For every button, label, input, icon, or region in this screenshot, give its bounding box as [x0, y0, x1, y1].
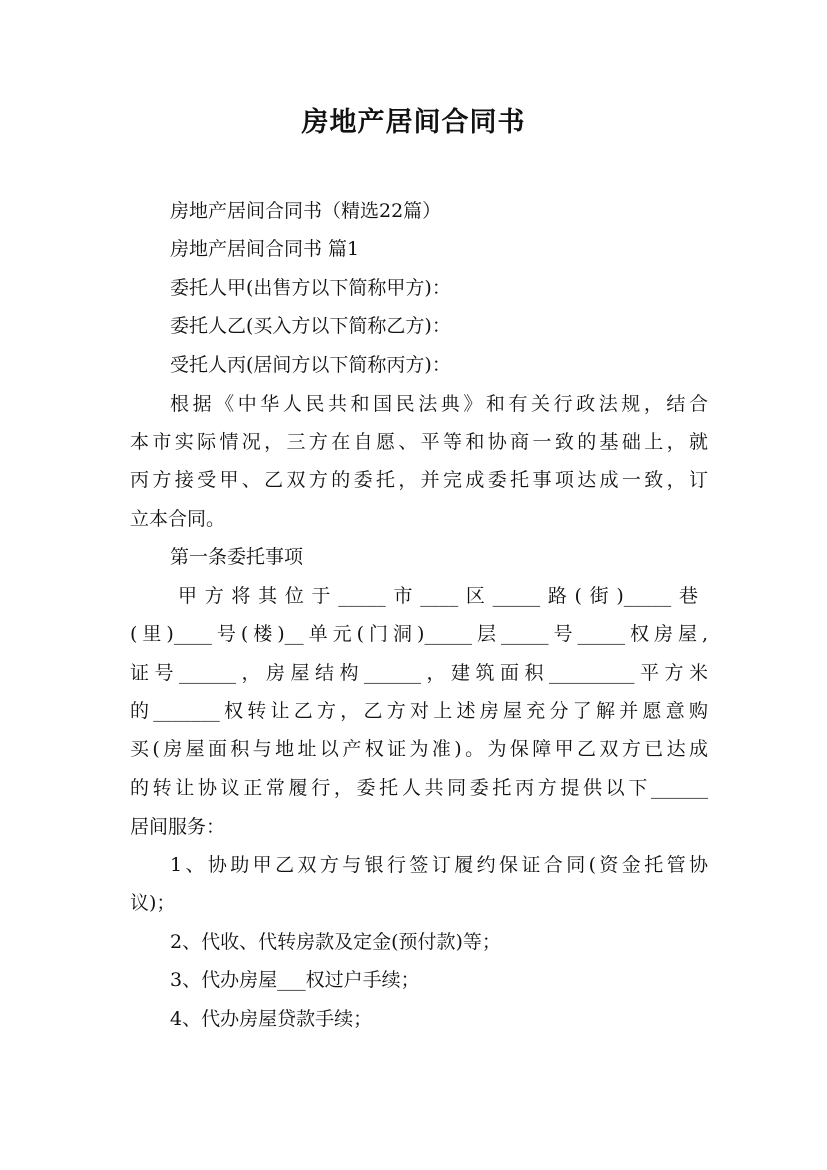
party-a: 委托人甲(出售方以下简称甲方)： [170, 277, 451, 299]
section-heading: 房地产居间合同书 篇1 [170, 238, 360, 260]
party-c: 受托人丙(居间方以下简称丙方)： [170, 354, 451, 376]
party-b: 委托人乙(买入方以下简称乙方)： [170, 315, 451, 337]
document-title: 房地产居间合同书 [301, 107, 526, 138]
paragraph-line: 根据《中华人民共和国民法典》和有关行政法规，结合 [170, 393, 708, 415]
paragraph-line: 甲方将其位于_____市____区_____路(街)_____巷 [178, 585, 698, 607]
list-item: 3、代办房屋___权过户手续； [170, 969, 420, 991]
paragraph-line: 的转让协议正常履行，委托人共同委托丙方提供以下______ [130, 777, 708, 799]
list-item: 2、代收、代转房款及定金(预付款)等； [170, 931, 501, 953]
list-item: 4、代办房屋贷款手续； [170, 1008, 373, 1030]
list-item: 1、协助甲乙双方与银行签订履约保证合同(资金托管协 [170, 854, 708, 876]
paragraph-line: 买(房屋面积与地址以产权证为准)。为保障甲乙双方已达成 [130, 738, 708, 760]
paragraph-line: 本市实际情况，三方在自愿、平等和协商一致的基础上，就 [130, 431, 708, 453]
paragraph-line: (里)____号(楼)__单元(门洞)_____层_____号_____权房屋, [130, 623, 708, 645]
paragraph-line: 证号______，房屋结构______，建筑面积_________平方米 [130, 662, 708, 684]
list-item-continuation: 议)； [130, 892, 176, 914]
paragraph-line: 的_______权转让乙方，乙方对上述房屋充分了解并愿意购 [130, 700, 708, 722]
paragraph-line: 居间服务： [130, 816, 226, 838]
article-heading: 第一条委托事项 [170, 546, 304, 568]
paragraph-line: 丙方接受甲、乙双方的委托，并完成委托事项达成一致，订 [130, 469, 708, 491]
subtitle: 房地产居间合同书（精选22篇） [170, 200, 442, 222]
paragraph-line: 立本合同。 [130, 508, 226, 530]
